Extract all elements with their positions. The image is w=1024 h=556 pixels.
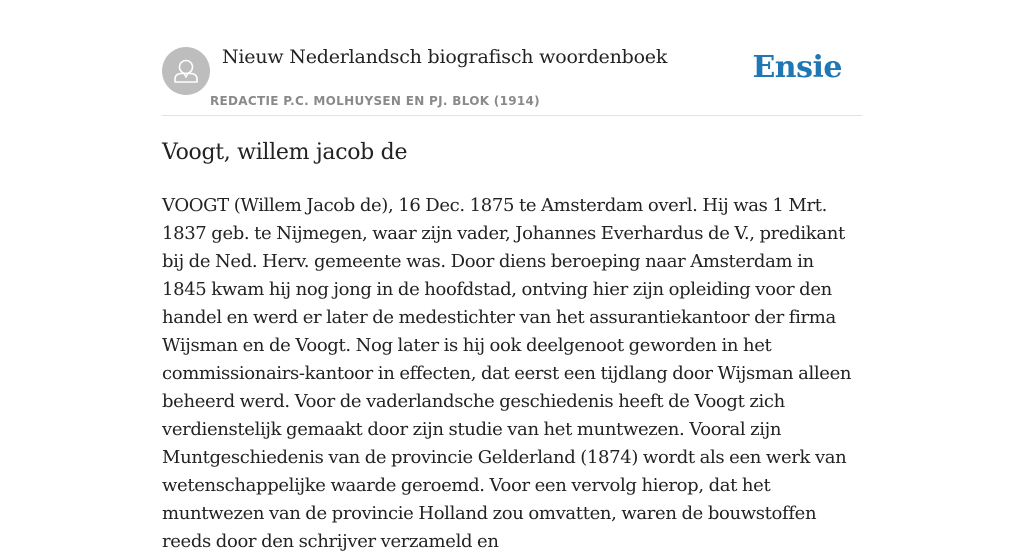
- ensie-logo[interactable]: Ensie: [752, 50, 842, 85]
- entry-body: VOOGT (Willem Jacob de), 16 Dec. 1875 te Amsterdam overl. Hij was 1 Mrt. 1837 geb. te Nijmegen, waar zijn vader, Johannes Everhardus de V., predikant bij de Ned. Herv. gemeente was. Door diens beroeping naar Amsterdam in 1845 kwam hij nog jong in de hoofdstad, ontving hier zijn opleiding voor den handel en werd er later de medestichter van het assurantiekantoor der firma Wijsman en de Voogt. Nog later is hij ook deelgenoot geworden in het commissionairs-kantoor in effecten, dat eerst een tijdlang door Wijsman alleen beheerd werd. Voor de vaderlandsche geschiedenis heeft de Voogt zich verdienstelijk gemaakt door zijn studie van het muntwezen. Vooral zijn Muntgeschiedenis van de provincie Gelderland (1874) wordt als een werk van wetenschappelijke waarde geroemd. Voor een vervolg hierop, dat het muntwezen van de provincie Holland zou omvatten, waren de bouwstoffen reeds door den schrijver verzameld en: [162, 195, 852, 552]
- header: [162, 0, 862, 116]
- avatar[interactable]: [162, 47, 210, 95]
- entry-title: Voogt, willem jacob de: [162, 140, 408, 165]
- page: [162, 0, 862, 552]
- user-icon: [162, 47, 210, 95]
- book-title[interactable]: Nieuw Nederlandsch biografisch woordenboek: [222, 46, 668, 68]
- book-editors: REDACTIE P.C. MOLHUYSEN EN PJ. BLOK (1914): [210, 94, 540, 108]
